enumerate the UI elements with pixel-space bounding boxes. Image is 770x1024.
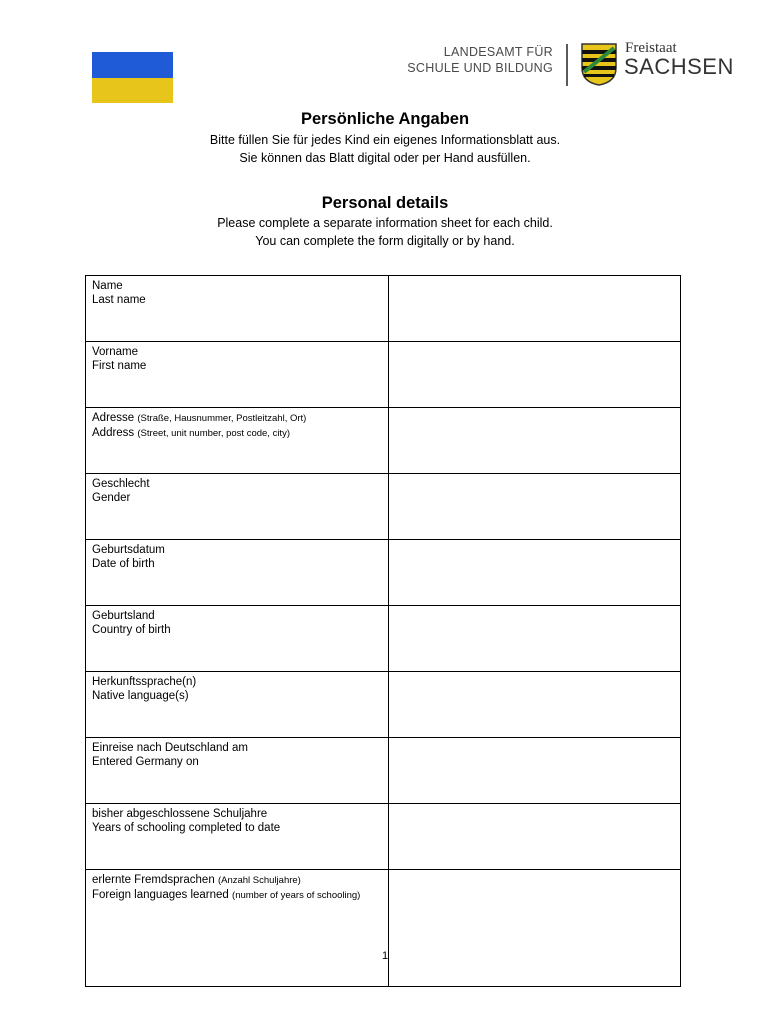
intro-english-line2: You can complete the form digitally or by hand. <box>255 234 515 248</box>
entry-date-input[interactable] <box>389 738 680 803</box>
logo-divider <box>566 44 568 86</box>
label-german <box>92 873 382 888</box>
date-of-birth-cell <box>389 540 681 606</box>
form-row-gender <box>86 474 681 540</box>
form-row-native-language <box>86 672 681 738</box>
form-row-country-of-birth <box>86 606 681 672</box>
field-label <box>86 408 389 474</box>
native-language-cell <box>389 672 681 738</box>
label-english-note: (Street, unit number, post code, city) <box>137 428 290 439</box>
form-row-address <box>86 408 681 474</box>
flag-blue-stripe <box>92 52 173 78</box>
label-english <box>92 426 382 441</box>
gender-cell <box>389 474 681 540</box>
form-row-entry-date <box>86 738 681 804</box>
field-label <box>86 606 389 672</box>
years-of-schooling-cell <box>389 804 681 870</box>
first-name-cell <box>389 342 681 408</box>
label-english: Last name <box>92 294 146 306</box>
label-german: Geschlecht <box>92 478 150 490</box>
field-label <box>86 276 389 342</box>
label-english: Native language(s) <box>92 690 189 702</box>
field-label <box>86 342 389 408</box>
label-german-main: Adresse <box>92 412 135 424</box>
native-language-input[interactable] <box>389 672 680 737</box>
flag-yellow-stripe <box>92 78 173 104</box>
label-german: Geburtsdatum <box>92 544 165 556</box>
label-german-main: erlernte Fremdsprachen <box>92 874 215 886</box>
label-german-note: (Anzahl Schuljahre) <box>217 875 301 886</box>
years-of-schooling-input[interactable] <box>389 804 680 869</box>
intro-german-line1: Bitte füllen Sie für jedes Kind ein eigenes Informationsblatt aus. <box>209 133 561 147</box>
state-label-small: Freistaat <box>625 40 677 56</box>
label-english-main: Address <box>92 427 135 439</box>
address-cell <box>389 408 681 474</box>
label-german: Herkunftssprache(n) <box>92 676 197 688</box>
label-english: First name <box>92 360 147 372</box>
label-english: Years of schooling completed to date <box>92 822 281 834</box>
label-english-main: Foreign languages learned <box>92 889 229 901</box>
gender-input[interactable] <box>389 474 680 539</box>
label-german-note: (Straße, Hausnummer, Postleitzahl, Ort) <box>137 413 307 424</box>
field-label <box>86 870 389 987</box>
label-english: Entered Germany on <box>92 756 199 768</box>
label-german <box>92 411 382 426</box>
field-label <box>86 672 389 738</box>
agency-name-line1: LANDESAMT FÜR <box>443 45 553 59</box>
first-name-input[interactable] <box>389 342 680 407</box>
foreign-languages-cell <box>389 870 681 987</box>
intro-english-line1: Please complete a separate information sheet for each child. <box>217 216 553 230</box>
field-label <box>86 540 389 606</box>
state-label-large: SACHSEN <box>624 54 734 79</box>
label-german: Name <box>92 280 123 292</box>
last-name-cell <box>389 276 681 342</box>
address-input[interactable] <box>389 408 680 473</box>
agency-logo-text <box>405 44 553 76</box>
field-label <box>86 474 389 540</box>
field-label <box>86 738 389 804</box>
last-name-input[interactable] <box>389 276 680 341</box>
form-row-first-name <box>86 342 681 408</box>
form-row-last-name <box>86 276 681 342</box>
field-label <box>86 804 389 870</box>
page-title-english: Personal details <box>321 194 449 212</box>
label-german: Geburtsland <box>92 610 155 622</box>
ukraine-flag-image <box>92 52 173 103</box>
label-german: Vorname <box>92 346 139 358</box>
saxony-coat-of-arms-icon <box>580 42 618 86</box>
form-row-foreign-languages <box>86 870 681 987</box>
agency-name-line2: SCHULE UND BILDUNG <box>407 61 553 75</box>
page-number: 1 <box>381 950 389 962</box>
form-row-years-of-schooling <box>86 804 681 870</box>
page-title-german: Persönliche Angaben <box>300 110 470 128</box>
form-row-date-of-birth <box>86 540 681 606</box>
label-german: bisher abgeschlossene Schuljahre <box>92 808 268 820</box>
label-english-note: (number of years of schooling) <box>232 890 361 901</box>
label-english: Gender <box>92 492 131 504</box>
entry-date-cell <box>389 738 681 804</box>
date-of-birth-input[interactable] <box>389 540 680 605</box>
country-of-birth-cell <box>389 606 681 672</box>
intro-german-line2: Sie können das Blatt digital oder per Hand ausfüllen. <box>239 151 531 165</box>
foreign-languages-input[interactable] <box>389 870 680 986</box>
label-english <box>92 888 382 903</box>
label-english: Country of birth <box>92 624 171 636</box>
label-german: Einreise nach Deutschland am <box>92 742 248 754</box>
personal-details-form <box>85 275 681 987</box>
country-of-birth-input[interactable] <box>389 606 680 671</box>
label-english: Date of birth <box>92 558 155 570</box>
